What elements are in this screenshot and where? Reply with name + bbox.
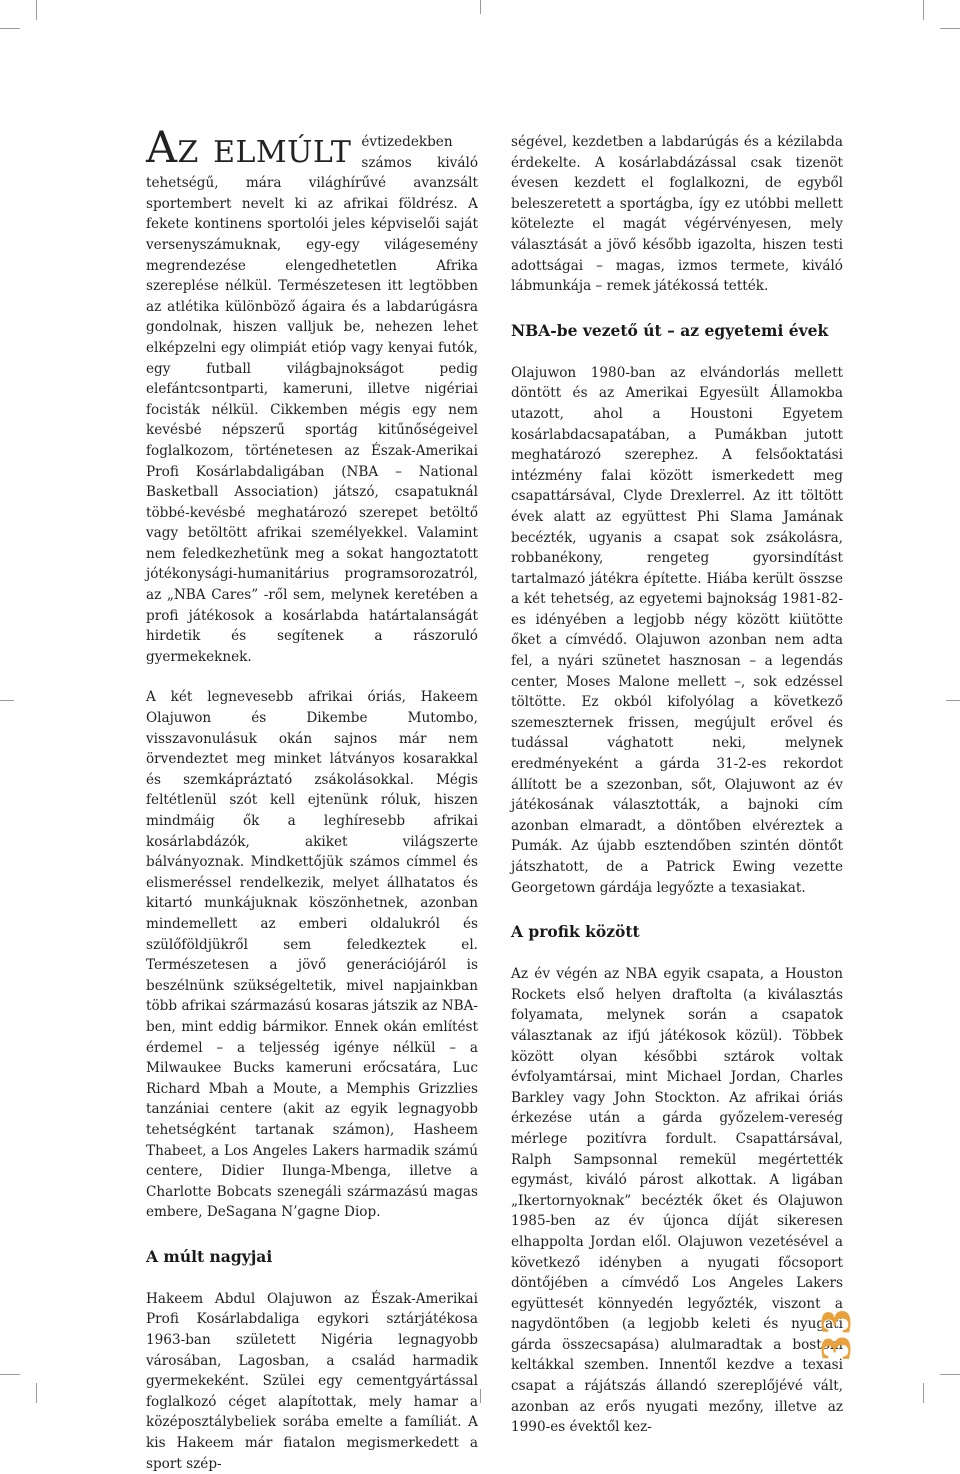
right-column (511, 132, 843, 1438)
section-heading: NBA-be vezető út – az egyetemi évek (511, 320, 829, 340)
body-paragraph: ségével, kezdetben a labdarúgás és a kézilabda érdekelte. A kosárlabdázással csak tizenöt évesen kezdett el foglalkozni, de egyből beleszeretett a sportágba, így ez utóbbi mellett kötelezte el magát végérvényesen, mely választását a jövő később igazolta, hiszen testi adottságai – magas, izmos termete, kiváló lábmunkája – remek játékossá tették. (511, 134, 843, 295)
intro-paragraph (146, 123, 478, 667)
crop-mark (946, 700, 960, 701)
crop-mark (36, 0, 37, 20)
crop-mark (480, 1389, 481, 1403)
crop-mark (940, 28, 960, 29)
crop-mark (0, 28, 20, 29)
intro-text: évtizedekben számos kiváló tehetségű, mára világhírűvé avanzsált sportembert nevelt ki az afrikai földrész. A fekete kontinens sportolói jeles képviselői saját versenyszámuknak, egy-egy világesemény megrendezése elengedhetetlen Afrika szereplése nélkül. Természetesen itt legtöbben az atlétika különböző ágaira és a labdarúgásra gondolnak, hiszen valljuk be, nehezen lehet elképzelni egy olimpiát etióp vagy kenyai futók, egy futball világbajnokságot pedig elefántcsontparti, kameruni, illetve nigériai focisták nélkül. Cikkemben mégis egy nem kevésbé népszerű sportág kitűnőségeivel foglalkozom, történetesen az Észak-Amerikai Profi Kosárlabdaligában (NBA – National Basketball Association) játszó, csapatuknál többé-kevésbé meghatározó szerepet betöltő vagy betöltött afrikai személyekkel. Valamint nem feledkezhetünk meg a sokat hangoztatott jótékonysági-humanitárius programsorozatról, az „NBA Cares” -ről sem, melynek keretében a profi játékosok a kosárlabda határtalanságát hirdetik és segítenek a rászoruló gyermekeknek. (146, 134, 478, 665)
crop-mark (36, 1383, 37, 1403)
section-heading: A profik között (511, 922, 640, 942)
crop-mark (923, 1383, 924, 1403)
crop-mark (0, 1374, 20, 1375)
page-number: 33 (813, 1308, 859, 1362)
crop-mark (480, 0, 481, 14)
crop-mark (923, 0, 924, 20)
body-paragraph: Hakeem Abdul Olajuwon az Észak-Amerikai Profi Kosárlabdaliga egykori sztárjátékosa 1963-ban született Nigéria legnagyobb városában, Lagosban, a család harmadik gyermekeként. Szülei egy cementgyártással foglalkozó céget alapítottak, mely hamar a középosztálybeliek sorába emelte a famíliát. A kis Hakeem már fiatalon megismerkedett a sport szép- (146, 1290, 478, 1472)
crop-mark (940, 1374, 960, 1375)
body-paragraph: Olajuwon 1980-ban az elvándorlás mellett döntött és az Amerikai Egyesült Államokba utazott, ahol a Houstoni Egyetem kosárlabdacsapatában, a Pumákban jutott meghatározó szerephez. A felsőoktatási intézmény falai között ismerkedett meg csapattársával, Clyde Drexlerrel. Az itt töltött évek alatt az együttest Phi Slama Jamának becézték, ugyanis a csapat sok zsákolásra, robbanékony, rengeteg gyorsindítást tartalmazó játékra építette. Hiába került összse a két tehetség, az egyetemi bajnokság 1981-82-es idényében a legjobb négy között kiütötte őket a címvédő. Olajuwon azonban nem adta fel, a nyári szünetet hasznosan – a legendás center, Moses Malone mellett –, sok edzéssel töltötte. Ez okból kifolyólag a következő szemeszternek frissen, megújult erővel és tudással vághatott neki, melynek eredményeként a gárda 31-2-es rekordot állított be a szezonban, sőt, Olajuwont az év játékosának választották, a bajnoki cím azonban elmaradt, a döntőben elvéreztek a Pumák. Az újabb esztendőben szintén döntőt játszhatott, de a Patrick Ewing vezette Georgetown gárdája legyőzte a texasiakat. (511, 364, 843, 896)
article-title: Az elmúlt (146, 123, 352, 173)
crop-mark (0, 700, 14, 701)
left-column (146, 123, 478, 1474)
body-paragraph: A két legnevesebb afrikai óriás, Hakeem Olajuwon és Dikembe Mutombo, visszavonulásuk okán sajnos már nem örvendeztet meg minket látványos kosarakkal és szemkápráztató zsákolásokkal. Mégis feltétlenül szót kell ejtenünk róluk, hiszen mindmáig ők a leghíresebb afrikai kosárlabdázók, akiket világszerte bálványoznak. Mindkettőjük számos címmel és elismeréssel rendelkezik, melyet állhatatos és kitartó munkájuknak köszönhetnek, azonban mindemellett az emberi oldalukról és szülőföldjükről sem feledkeztek el. Természetesen a jövő generációjáról is beszélnünk szükségeltetik, mivel napjainkban több afrikai származású kosaras játszik az NBA-ben, mint eddig bármikor. Ennek okán említést érdemel – a teljesség igénye nélkül – a Milwaukee Bucks kameruni erőcsatára, Luc Richard Mbah a Moute, a Memphis Grizzlies tanzániai centere (akit az egyik legnagyobb tehetségként tartanak számon), Hasheem Thabeet, a Los Angeles Lakers harmadik számú centere, Didier Ilunga-Mbenga, illetve a Charlotte Bobcats szenegáli származású magas embere, DeSagana N’gagne Diop. (146, 689, 478, 1221)
body-paragraph: Az év végén az NBA egyik csapata, a Houston Rockets első helyen draftolta (a kiválasztás folyamata, melynek során a csapatok választanak az ifjú játékosok közül). Többek között olyan későbbi sztárok voltak évfolyamtársai, mint Michael Jordan, Charles Barkley vagy John Stockton. Az afrikai óriás érkezése után a gárda győzelem-vereség mérlege pozitívra fordult. Csapattársával, Ralph Sampsonnal remekül megértették egymást, kiváló párost alkottak. A ligában „Ikertornyoknak” becézték őket és Olajuwon 1985-ben az év újonca díját sikeresen elhappolta Jordan elől. Olajuwon vezetésével a következő idényben a nyugati főcsoport döntőjében a címvédő Los Angeles Lakers együttesét könnyedén legyőzték, viszont a nagydöntőben (a legjobb keleti és nyugati gárda összecsapása) alulmaradtak a bostoni keltákkal szemben. Innentől kezdve a texasi csapat a rájátszás állandó szereplőjévé vált, azonban az erős nyugati mezőny, illetve az 1990-es évektől kez- (511, 966, 843, 1436)
section-heading: A múlt nagyjai (146, 1246, 273, 1266)
